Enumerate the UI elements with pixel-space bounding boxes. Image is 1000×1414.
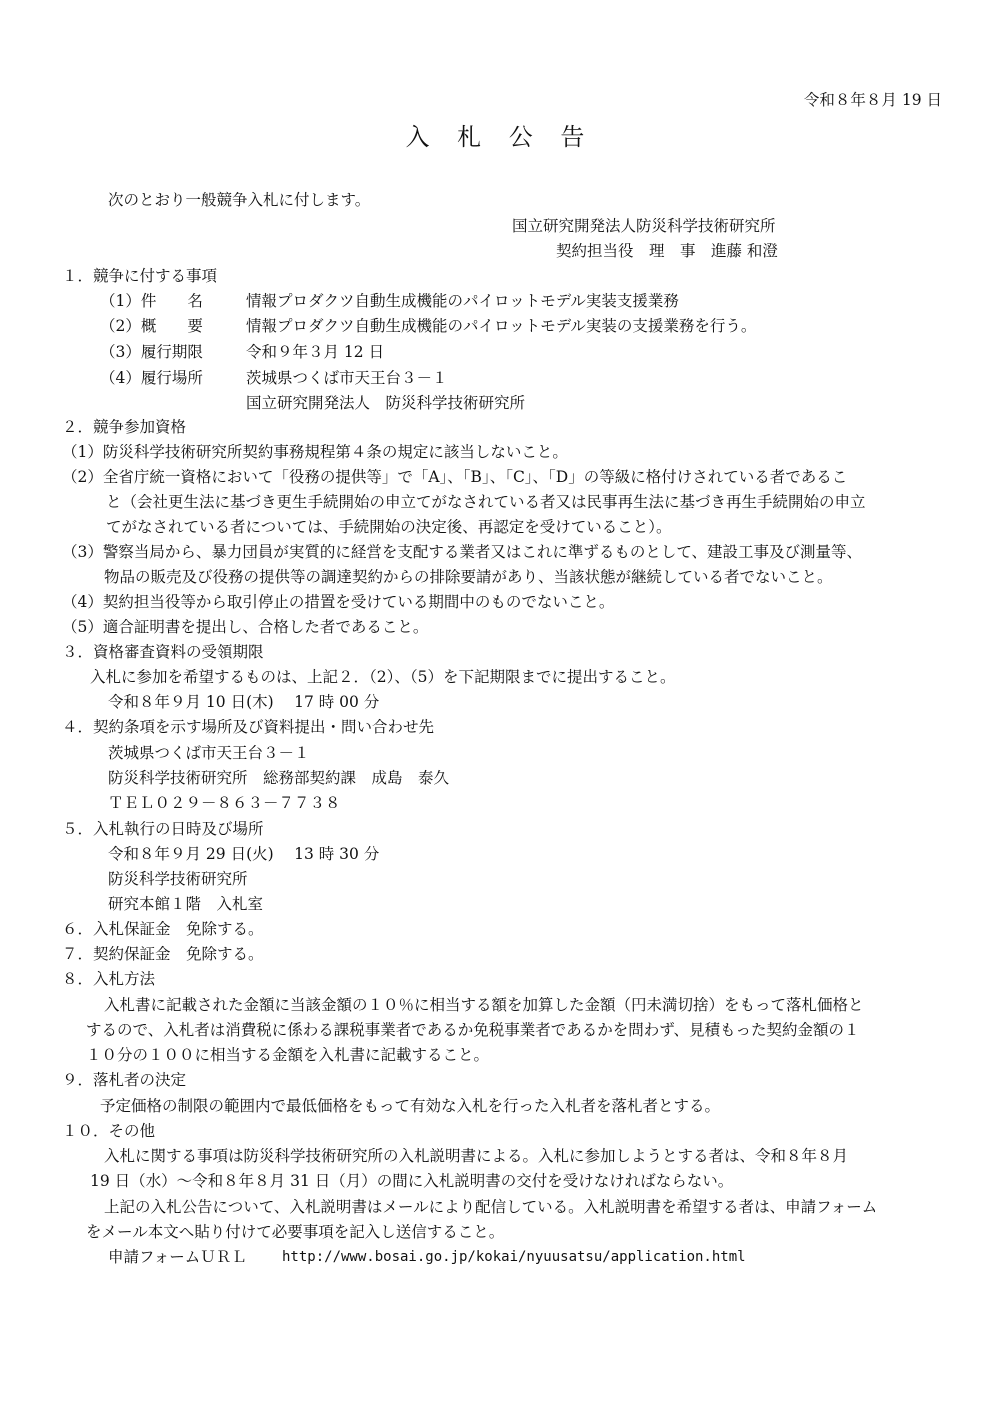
s2-line: てがなされている者については、手続開始の決定後、再認定を受けていること）。 <box>106 518 672 536</box>
s1-item-value: 茨城県つくば市天王台３－１ <box>246 369 448 387</box>
s10-line: 入札に関する事項は防災科学技術研究所の入札説明書による。入札に参加しようとする者は、令和８年８月 <box>104 1147 849 1165</box>
s3-text: 入札に参加を希望するものは、上記２．（2）、（5）を下記期限までに提出すること。 <box>90 668 676 686</box>
s5-place: 防災科学技術研究所 <box>108 870 248 888</box>
s4-tel: ＴＥＬ０２９－８６３－７７３８ <box>108 794 341 812</box>
notice-date: 令和８年８月 19 日 <box>803 91 942 109</box>
s10-line: 19 日（水）～令和８年８月 31 日（月）の間に入札説明書の交付を受けなければならない。 <box>90 1172 734 1190</box>
intro-text: 次のとおり一般競争入札に付します。 <box>108 191 371 209</box>
issuer-officer: 契約担当役 理 事 進藤 和澄 <box>556 242 778 260</box>
s2-line: 物品の販売及び役務の提供等の調達契約からの排除要請があり、当該状態が継続している者でないこと。 <box>104 568 833 586</box>
s3-deadline: 令和８年９月 10 日(木) 17 時 00 分 <box>108 693 380 711</box>
s2-line: （1）防災科学技術研究所契約事務規程第４条の規定に該当しないこと。 <box>62 443 568 461</box>
section-3-heading: ３．資格審査資料の受領期限 <box>62 643 264 661</box>
section-6: ６．入札保証金 免除する。 <box>62 920 264 938</box>
s5-room: 研究本館１階 入札室 <box>108 895 264 913</box>
s2-line: と（会社更生法に基づき更生手続開始の申立てがなされている者又は民事再生法に基づき再生手続開始の申立 <box>106 493 866 511</box>
s1-item-value: 情報プロダクツ自動生成機能のパイロットモデル実装の支援業務を行う。 <box>246 317 757 335</box>
s9-text: 予定価格の制限の範囲内で最低価格をもって有効な入札を行った入札者を落札者とする。 <box>100 1097 721 1115</box>
s1-item-label: （4）履行場所 <box>100 369 203 387</box>
section-9-heading: ９．落札者の決定 <box>62 1071 187 1089</box>
issuer-org: 国立研究開発法人防災科学技術研究所 <box>512 217 776 235</box>
section-8-heading: ８．入札方法 <box>62 970 156 988</box>
s1-item-value: 令和９年３月 12 日 <box>246 343 385 361</box>
s4-contact: 防災科学技術研究所 総務部契約課 成島 泰久 <box>108 769 450 787</box>
s1-item-label: （1）件 名 <box>100 292 203 310</box>
s1-item-label: （3）履行期限 <box>100 343 203 361</box>
s2-line: （5）適合証明書を提出し、合格した者であること。 <box>62 618 429 636</box>
page-title: 入 札 公 告 <box>405 123 595 151</box>
s2-line: （4）契約担当役等から取引停止の措置を受けている期間中のものでないこと。 <box>62 593 615 611</box>
s10-line: をメール本文へ貼り付けて必要事項を記入し送信すること。 <box>86 1223 505 1241</box>
section-1-heading: １．競争に付する事項 <box>62 267 218 285</box>
section-5-heading: ５．入札執行の日時及び場所 <box>62 820 264 838</box>
s2-line: （3）警察当局から、暴力団員が実質的に経営を支配する業者又はこれに準ずるものとして、建設工事及び測量等、 <box>62 543 863 561</box>
s5-datetime: 令和８年９月 29 日(火) 13 時 30 分 <box>108 845 380 863</box>
s10-url-label: 申請フォームＵＲＬ <box>108 1248 247 1266</box>
s8-line: 入札書に記載された金額に当該金額の１０％に相当する額を加算した金額（円未満切捨）をもって落札価格と <box>104 996 864 1014</box>
application-form-url[interactable]: http://www.bosai.go.jp/kokai/nyuusatsu/application.html <box>282 1249 746 1265</box>
s1-item-value: 情報プロダクツ自動生成機能のパイロットモデル実装支援業務 <box>246 292 679 310</box>
s2-line: （2）全省庁統一資格において「役務の提供等」で「A」、「B」、「C」、「D」の等級に格付けされている者であるこ <box>62 468 848 486</box>
s4-address: 茨城県つくば市天王台３－１ <box>108 744 310 762</box>
s10-line: 上記の入札公告について、入札説明書はメールにより配信している。入札説明書を希望する者は、申請フォーム <box>104 1198 878 1216</box>
s8-line: するので、入札者は消費税に係わる課税事業者であるか免税事業者であるかを問わず、見積もった契約金額の１ <box>86 1021 860 1039</box>
s1-place-line2: 国立研究開発法人 防災科学技術研究所 <box>246 394 526 412</box>
section-10-heading: １０．その他 <box>62 1122 156 1140</box>
section-7: ７．契約保証金 免除する。 <box>62 945 264 963</box>
s8-line: １０分の１００に相当する金額を入札書に記載すること。 <box>86 1046 490 1064</box>
s1-item-label: （2）概 要 <box>100 317 203 335</box>
section-4-heading: ４．契約条項を示す場所及び資料提出・問い合わせ先 <box>62 718 435 736</box>
section-2-heading: ２．競争参加資格 <box>62 418 187 436</box>
